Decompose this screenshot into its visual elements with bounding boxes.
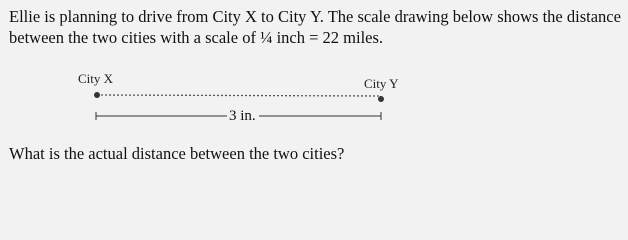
city-distance-line (97, 95, 380, 96)
city-x-label: City X (78, 71, 114, 86)
question-text: What is the actual distance between the two cities? (9, 144, 345, 163)
measurement-label: 3 in. (229, 108, 256, 124)
city-x-point (94, 92, 100, 98)
problem-intro-text: Ellie is planning to drive from City X to City Y. The scale drawing below shows the distance between the two cities with a scale of ¼ inch = 22 miles. (9, 7, 621, 47)
city-y-point (378, 96, 384, 102)
city-y-label: City Y (364, 76, 399, 91)
